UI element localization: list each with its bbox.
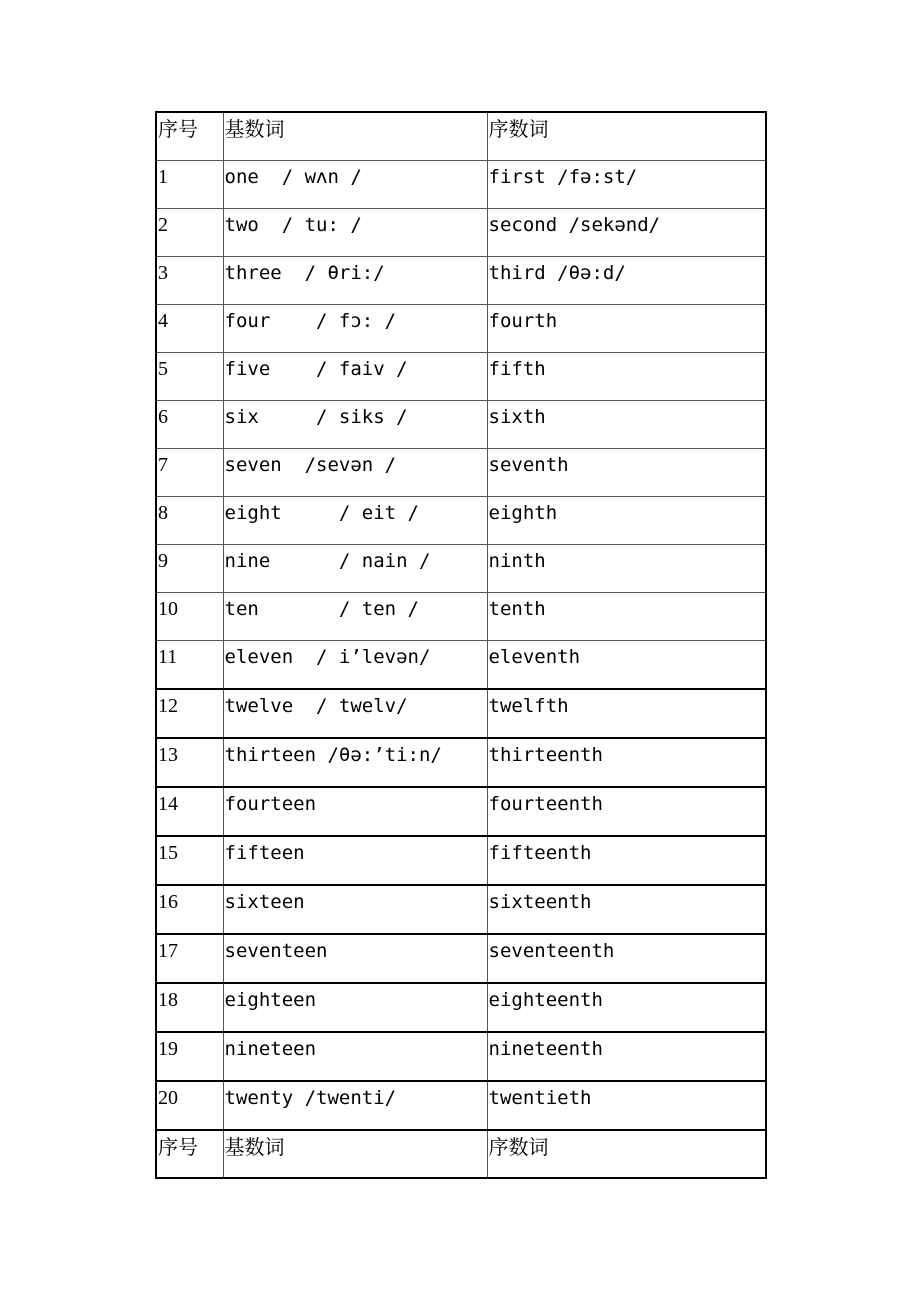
row-index-cell xyxy=(156,352,223,400)
row-ordinal-cell xyxy=(487,836,766,885)
row-ordinal-cell xyxy=(487,496,766,544)
row-ordinal-cell xyxy=(487,689,766,738)
row-cardinal-text: seven /sevən / xyxy=(224,453,397,476)
row-cardinal-text: ten / ten / xyxy=(224,597,419,620)
table-row xyxy=(156,304,766,352)
row-ordinal-text: eighth xyxy=(488,501,558,524)
row-index-text: 2 xyxy=(158,213,168,236)
row-cardinal-text: eight / eit / xyxy=(224,501,419,524)
row-index-text: 13 xyxy=(158,744,178,766)
row-ordinal-text: tenth xyxy=(488,597,546,620)
row-cardinal-cell xyxy=(223,304,487,352)
table-row xyxy=(156,885,766,934)
header-index-label: 序号 xyxy=(158,117,198,141)
row-cardinal-text: eleven / i’levən/ xyxy=(224,645,431,668)
row-cardinal-cell xyxy=(223,836,487,885)
row-index-cell xyxy=(156,1081,223,1130)
row-index-cell xyxy=(156,544,223,592)
row-cardinal-text: twelve / twelv/ xyxy=(224,695,408,717)
row-cardinal-cell xyxy=(223,160,487,208)
row-index-text: 12 xyxy=(158,695,178,717)
row-cardinal-text: three / θri:/ xyxy=(224,261,385,284)
row-ordinal-cell xyxy=(487,885,766,934)
row-index-text: 17 xyxy=(158,940,178,962)
row-ordinal-cell xyxy=(487,640,766,689)
row-ordinal-cell xyxy=(487,1081,766,1130)
numbers-table-body xyxy=(156,112,766,1178)
row-cardinal-cell xyxy=(223,640,487,689)
table-row xyxy=(156,352,766,400)
row-ordinal-cell xyxy=(487,304,766,352)
row-ordinal-text: seventeenth xyxy=(488,940,615,962)
table-row xyxy=(156,689,766,738)
row-ordinal-text: twentieth xyxy=(488,1087,592,1109)
table-row xyxy=(156,1032,766,1081)
row-ordinal-cell xyxy=(487,544,766,592)
row-cardinal-text: fourteen xyxy=(224,793,317,815)
row-ordinal-text: fifth xyxy=(488,357,546,380)
row-ordinal-cell xyxy=(487,160,766,208)
row-cardinal-cell xyxy=(223,352,487,400)
row-ordinal-cell xyxy=(487,448,766,496)
row-ordinal-cell xyxy=(487,787,766,836)
table-row xyxy=(156,592,766,640)
row-index-text: 4 xyxy=(158,309,168,332)
row-cardinal-cell xyxy=(223,885,487,934)
row-index-cell xyxy=(156,836,223,885)
row-cardinal-text: fifteen xyxy=(224,842,305,864)
row-index-text: 15 xyxy=(158,842,178,864)
header-cardinal-label: 基数词 xyxy=(224,117,285,141)
row-index-cell xyxy=(156,934,223,983)
row-index-text: 7 xyxy=(158,453,168,476)
row-cardinal-text: two / tu: / xyxy=(224,213,362,236)
row-index-cell xyxy=(156,448,223,496)
row-index-cell xyxy=(156,256,223,304)
row-cardinal-cell xyxy=(223,592,487,640)
row-ordinal-text: fourteenth xyxy=(488,793,603,815)
row-index-text: 14 xyxy=(158,793,178,815)
table-row xyxy=(156,934,766,983)
row-ordinal-text: fifteenth xyxy=(488,842,592,864)
row-cardinal-text: eighteen xyxy=(224,989,317,1011)
row-cardinal-text: one / wʌn / xyxy=(224,165,362,188)
row-cardinal-cell xyxy=(223,208,487,256)
row-ordinal-cell xyxy=(487,208,766,256)
table-row xyxy=(156,496,766,544)
row-cardinal-text: nine / nain / xyxy=(224,549,431,572)
row-cardinal-text: nineteen xyxy=(224,1038,317,1060)
row-index-text: 11 xyxy=(158,645,178,668)
table-row xyxy=(156,544,766,592)
row-cardinal-text: six / siks / xyxy=(224,405,408,428)
row-index-cell xyxy=(156,787,223,836)
row-index-text: 16 xyxy=(158,891,178,913)
row-cardinal-text: five / faiv / xyxy=(224,357,408,380)
row-index-text: 10 xyxy=(158,597,178,620)
table-row xyxy=(156,208,766,256)
table-row xyxy=(156,640,766,689)
footer-index-cell xyxy=(156,1130,223,1178)
header-ordinal-label: 序数词 xyxy=(488,117,549,141)
row-cardinal-cell xyxy=(223,738,487,787)
row-cardinal-cell xyxy=(223,256,487,304)
row-ordinal-text: ninth xyxy=(488,549,546,572)
footer-index-text: 序号 xyxy=(158,1135,198,1159)
table-row xyxy=(156,256,766,304)
table-row xyxy=(156,400,766,448)
row-index-text: 20 xyxy=(158,1087,178,1109)
row-ordinal-text: nineteenth xyxy=(488,1038,603,1060)
row-cardinal-text: four / fɔ: / xyxy=(224,309,397,332)
row-ordinal-text: sixth xyxy=(488,405,546,428)
row-ordinal-text: twelfth xyxy=(488,695,569,717)
row-index-text: 3 xyxy=(158,261,168,284)
row-ordinal-text: eleventh xyxy=(488,645,581,668)
row-index-cell xyxy=(156,592,223,640)
row-ordinal-cell xyxy=(487,738,766,787)
table-footer-row xyxy=(156,1130,766,1178)
table-row xyxy=(156,1081,766,1130)
row-index-cell xyxy=(156,304,223,352)
row-ordinal-text: second /sekənd/ xyxy=(488,213,661,236)
row-index-cell xyxy=(156,640,223,689)
header-ordinal-cell xyxy=(487,112,766,160)
row-cardinal-text: twenty /twenti/ xyxy=(224,1087,397,1109)
row-ordinal-cell xyxy=(487,400,766,448)
row-index-cell xyxy=(156,689,223,738)
row-cardinal-text: sixteen xyxy=(224,891,305,913)
header-index-cell xyxy=(156,112,223,160)
row-index-text: 6 xyxy=(158,405,168,428)
row-index-cell xyxy=(156,400,223,448)
row-ordinal-text: first /fə:st/ xyxy=(488,165,638,188)
row-index-text: 19 xyxy=(158,1038,178,1060)
row-index-cell xyxy=(156,160,223,208)
header-cardinal-cell xyxy=(223,112,487,160)
row-cardinal-cell xyxy=(223,1081,487,1130)
table-header-row xyxy=(156,112,766,160)
row-index-text: 8 xyxy=(158,501,168,524)
row-ordinal-cell xyxy=(487,352,766,400)
table-row xyxy=(156,836,766,885)
row-index-text: 18 xyxy=(158,989,178,1011)
row-ordinal-text: third /θə:d/ xyxy=(488,261,626,284)
footer-cardinal-cell xyxy=(223,1130,487,1178)
table-row xyxy=(156,983,766,1032)
row-ordinal-cell xyxy=(487,934,766,983)
row-cardinal-cell xyxy=(223,400,487,448)
row-index-text: 1 xyxy=(158,165,168,188)
row-ordinal-text: fourth xyxy=(488,309,558,332)
row-ordinal-cell xyxy=(487,983,766,1032)
row-cardinal-cell xyxy=(223,496,487,544)
table-row xyxy=(156,448,766,496)
row-index-text: 9 xyxy=(158,549,168,572)
table-row xyxy=(156,160,766,208)
row-cardinal-cell xyxy=(223,544,487,592)
row-cardinal-cell xyxy=(223,787,487,836)
row-index-cell xyxy=(156,208,223,256)
row-cardinal-cell xyxy=(223,689,487,738)
row-index-cell xyxy=(156,738,223,787)
row-ordinal-cell xyxy=(487,1032,766,1081)
row-ordinal-cell xyxy=(487,592,766,640)
row-index-cell xyxy=(156,983,223,1032)
row-ordinal-cell xyxy=(487,256,766,304)
row-cardinal-text: seventeen xyxy=(224,940,328,962)
footer-ordinal-cell xyxy=(487,1130,766,1178)
row-cardinal-text: thirteen /θə:’ti:n/ xyxy=(224,744,442,766)
row-index-cell xyxy=(156,1032,223,1081)
row-ordinal-text: seventh xyxy=(488,453,569,476)
row-ordinal-text: sixteenth xyxy=(488,891,592,913)
row-cardinal-cell xyxy=(223,1032,487,1081)
table-row xyxy=(156,738,766,787)
row-index-cell xyxy=(156,885,223,934)
row-ordinal-text: eighteenth xyxy=(488,989,603,1011)
row-index-text: 5 xyxy=(158,357,168,380)
row-cardinal-cell xyxy=(223,983,487,1032)
row-cardinal-cell xyxy=(223,934,487,983)
footer-ordinal-text: 序数词 xyxy=(488,1135,549,1159)
row-index-cell xyxy=(156,496,223,544)
row-cardinal-cell xyxy=(223,448,487,496)
row-ordinal-text: thirteenth xyxy=(488,744,603,766)
table-row xyxy=(156,787,766,836)
numbers-table xyxy=(155,111,767,1179)
footer-cardinal-text: 基数词 xyxy=(224,1135,285,1159)
